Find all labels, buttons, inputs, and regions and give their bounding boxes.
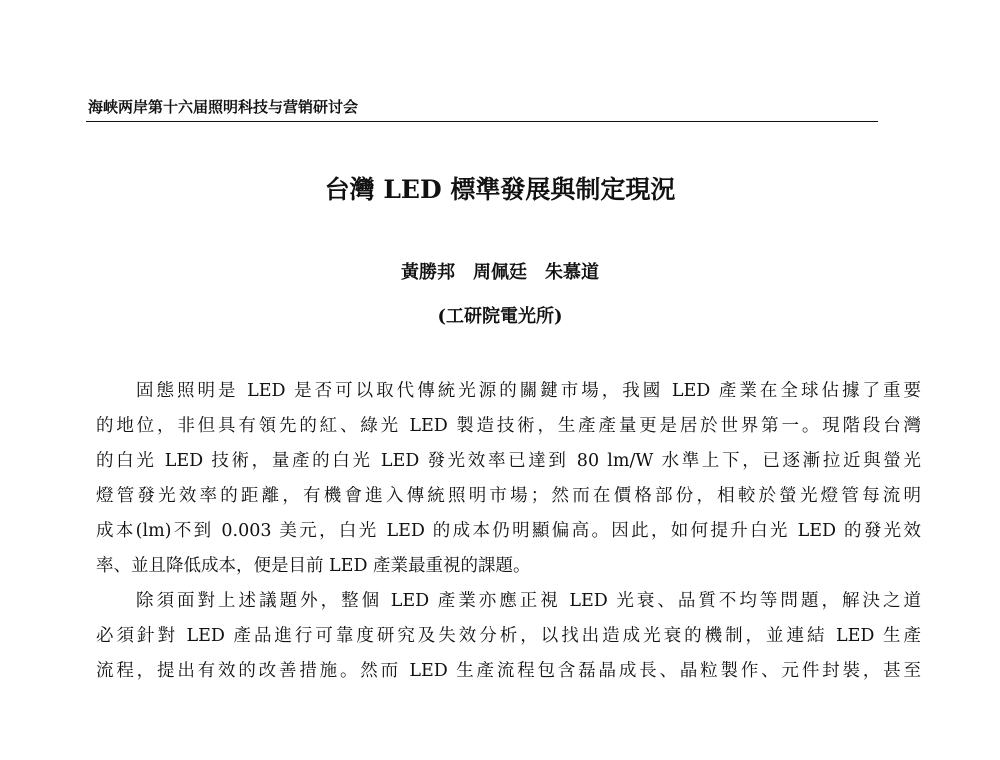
paragraph-2-line-1: 除須面對上述議題外，整個 LED 產業亦應正視 LED 光衰、品質不均等問題，解決之道 bbox=[136, 591, 921, 611]
paragraph-2-line-2: 必須針對 LED 產品進行可靠度研究及失效分析，以找出造成光衰的機制，並連結 LED 生產 bbox=[96, 626, 921, 646]
paper-affiliation: (工研院電光所) bbox=[437, 306, 563, 327]
paragraph-1-line-6: 率、並且降低成本，便是目前 LED 產業最重視的課題。 bbox=[96, 556, 531, 576]
paragraph-2-line-3: 流程，提出有效的改善措施。然而 LED 生產流程包含磊晶成長、晶粒製作、元件封裝，甚至 bbox=[96, 661, 921, 681]
paper-authors: 黃勝邦 周佩廷 朱慕道 bbox=[401, 262, 599, 283]
paragraph-1-line-3: 的白光 LED 技術，量產的白光 LED 發光效率已達到 80 lm/W 水準上下，已逐漸拉近與螢光 bbox=[96, 451, 921, 471]
body-text bbox=[96, 374, 921, 689]
paper-title: 台灣 LED 標準發展與制定現況 bbox=[324, 175, 676, 204]
paragraph-1-line-4: 燈管發光效率的距離，有機會進入傳統照明市場；然而在價格部份，相較於螢光燈管每流明 bbox=[96, 486, 921, 506]
paragraph-1-line-1: 固態照明是 LED 是否可以取代傳統光源的關鍵市場，我國 LED 產業在全球佔據了重要 bbox=[136, 381, 921, 401]
paragraph-1-line-5: 成本(lm)不到 0.003 美元，白光 LED 的成本仍明顯偏高。因此，如何提升白光 LED 的發光效 bbox=[96, 521, 921, 541]
conference-header: 海峡两岸第十六届照明科技与营销研讨会 bbox=[88, 98, 359, 116]
paragraph-1-line-2: 的地位，非但具有領先的紅、綠光 LED 製造技術，生產產量更是居於世界第一。現階段台灣 bbox=[96, 416, 921, 436]
header-divider bbox=[86, 121, 878, 122]
